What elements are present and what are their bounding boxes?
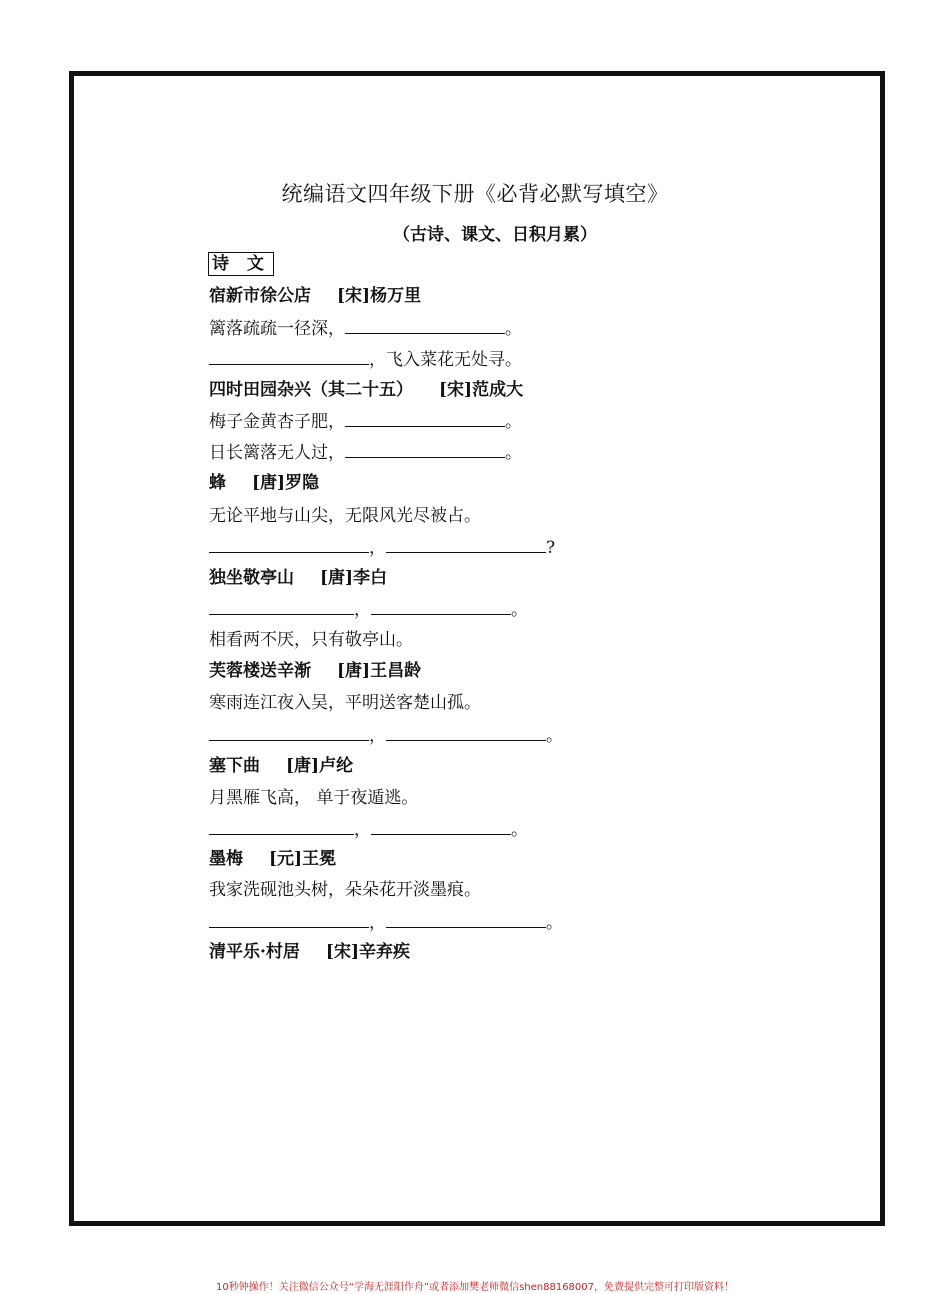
poem-text: ，飞入菜花无处寻。 bbox=[369, 350, 522, 370]
poem-line bbox=[209, 348, 522, 371]
poem-author: [宋]辛弃疾 bbox=[325, 942, 411, 962]
poem-heading bbox=[209, 285, 421, 307]
poem-line bbox=[209, 911, 563, 934]
poem-text: 寒雨连江夜入吴，平明送客楚山孤。 bbox=[209, 693, 481, 713]
poem-text: 无论平地与山尖，无限风光尽被占。 bbox=[209, 506, 481, 526]
punctuation: 。 bbox=[505, 412, 522, 432]
poem-author: [元]王冕 bbox=[269, 849, 337, 869]
fill-blank[interactable] bbox=[386, 536, 546, 553]
poem-title: 蜂 bbox=[209, 473, 226, 493]
punctuation: 。 bbox=[505, 319, 522, 339]
poem-line bbox=[209, 505, 481, 527]
poem-heading bbox=[209, 472, 319, 494]
poem-line bbox=[209, 410, 522, 433]
poem-line bbox=[209, 818, 528, 841]
poem-line bbox=[209, 724, 563, 747]
fill-blank[interactable] bbox=[209, 536, 369, 553]
poem-text: 我家洗砚池头树，朵朵花开淡墨痕。 bbox=[209, 880, 481, 900]
poem-title: 墨梅 bbox=[209, 849, 243, 869]
punctuation: ， bbox=[354, 600, 371, 620]
poem-title: 四时田园杂兴（其二十五） bbox=[209, 380, 413, 400]
poem-title: 清平乐·村居 bbox=[209, 942, 300, 962]
poem-text: 月黑雁飞高， 单于夜遁逃。 bbox=[209, 788, 419, 808]
punctuation: 。 bbox=[546, 726, 563, 746]
poem-line bbox=[209, 598, 528, 621]
poem-title: 宿新市徐公店 bbox=[209, 286, 311, 306]
poem-line bbox=[209, 692, 481, 714]
punctuation: ， bbox=[354, 820, 371, 840]
document-title: 统编语文四年级下册《必背必默写填空》 bbox=[281, 182, 669, 206]
punctuation: 。 bbox=[511, 820, 528, 840]
punctuation: 。 bbox=[546, 913, 563, 933]
fill-blank[interactable] bbox=[209, 818, 354, 835]
poem-author: [宋]杨万里 bbox=[337, 286, 422, 306]
poem-text: 梅子金黄杏子肥， bbox=[209, 412, 345, 432]
poem-heading bbox=[209, 567, 387, 589]
section-label-poems: 诗 文 bbox=[208, 252, 274, 276]
punctuation: ， bbox=[369, 726, 386, 746]
poem-title: 芙蓉楼送辛渐 bbox=[209, 661, 311, 681]
poem-line bbox=[209, 629, 413, 651]
poem-line bbox=[209, 441, 522, 464]
fill-blank[interactable] bbox=[371, 818, 511, 835]
poem-title: 塞下曲 bbox=[209, 756, 260, 776]
poem-heading bbox=[209, 941, 410, 963]
fill-blank[interactable] bbox=[209, 724, 369, 741]
fill-blank[interactable] bbox=[345, 410, 505, 427]
poem-author: [唐]李白 bbox=[320, 568, 388, 588]
poem-line bbox=[209, 879, 481, 901]
punctuation: 。 bbox=[511, 600, 528, 620]
fill-blank[interactable] bbox=[345, 441, 505, 458]
punctuation: ， bbox=[369, 538, 386, 558]
fill-blank[interactable] bbox=[386, 724, 546, 741]
fill-blank[interactable] bbox=[386, 911, 546, 928]
poem-author: [唐]王昌龄 bbox=[337, 661, 422, 681]
fill-blank[interactable] bbox=[371, 598, 511, 615]
poem-line bbox=[209, 317, 522, 340]
fill-blank[interactable] bbox=[209, 911, 369, 928]
poem-text: 相看两不厌，只有敬亭山。 bbox=[209, 630, 413, 650]
poem-heading bbox=[209, 379, 523, 401]
poem-text: 日长篱落无人过， bbox=[209, 443, 345, 463]
poem-author: [唐]罗隐 bbox=[252, 473, 320, 493]
poem-title: 独坐敬亭山 bbox=[209, 568, 294, 588]
punctuation: 。 bbox=[505, 443, 522, 463]
fill-blank[interactable] bbox=[209, 348, 369, 365]
punctuation: ， bbox=[369, 913, 386, 933]
poem-heading bbox=[209, 660, 421, 682]
fill-blank[interactable] bbox=[345, 317, 505, 334]
poem-text: 篱落疏疏一径深， bbox=[209, 319, 345, 339]
document-subtitle: （古诗、课文、日积月累） bbox=[393, 225, 597, 245]
poem-heading bbox=[209, 848, 336, 870]
footer-promo-text: 10秒钟操作！关注微信公众号“学海无涯阳作舟”或者添加樊老师微信shen88168007，免费提供完整可打印版资料！ bbox=[215, 1282, 735, 1293]
poem-line bbox=[209, 536, 555, 559]
fill-blank[interactable] bbox=[209, 598, 354, 615]
poem-line bbox=[209, 787, 418, 809]
punctuation: ? bbox=[546, 538, 556, 558]
poem-heading bbox=[209, 755, 353, 777]
poem-author: [唐]卢纶 bbox=[286, 756, 354, 776]
poem-author: [宋]范成大 bbox=[439, 380, 524, 400]
